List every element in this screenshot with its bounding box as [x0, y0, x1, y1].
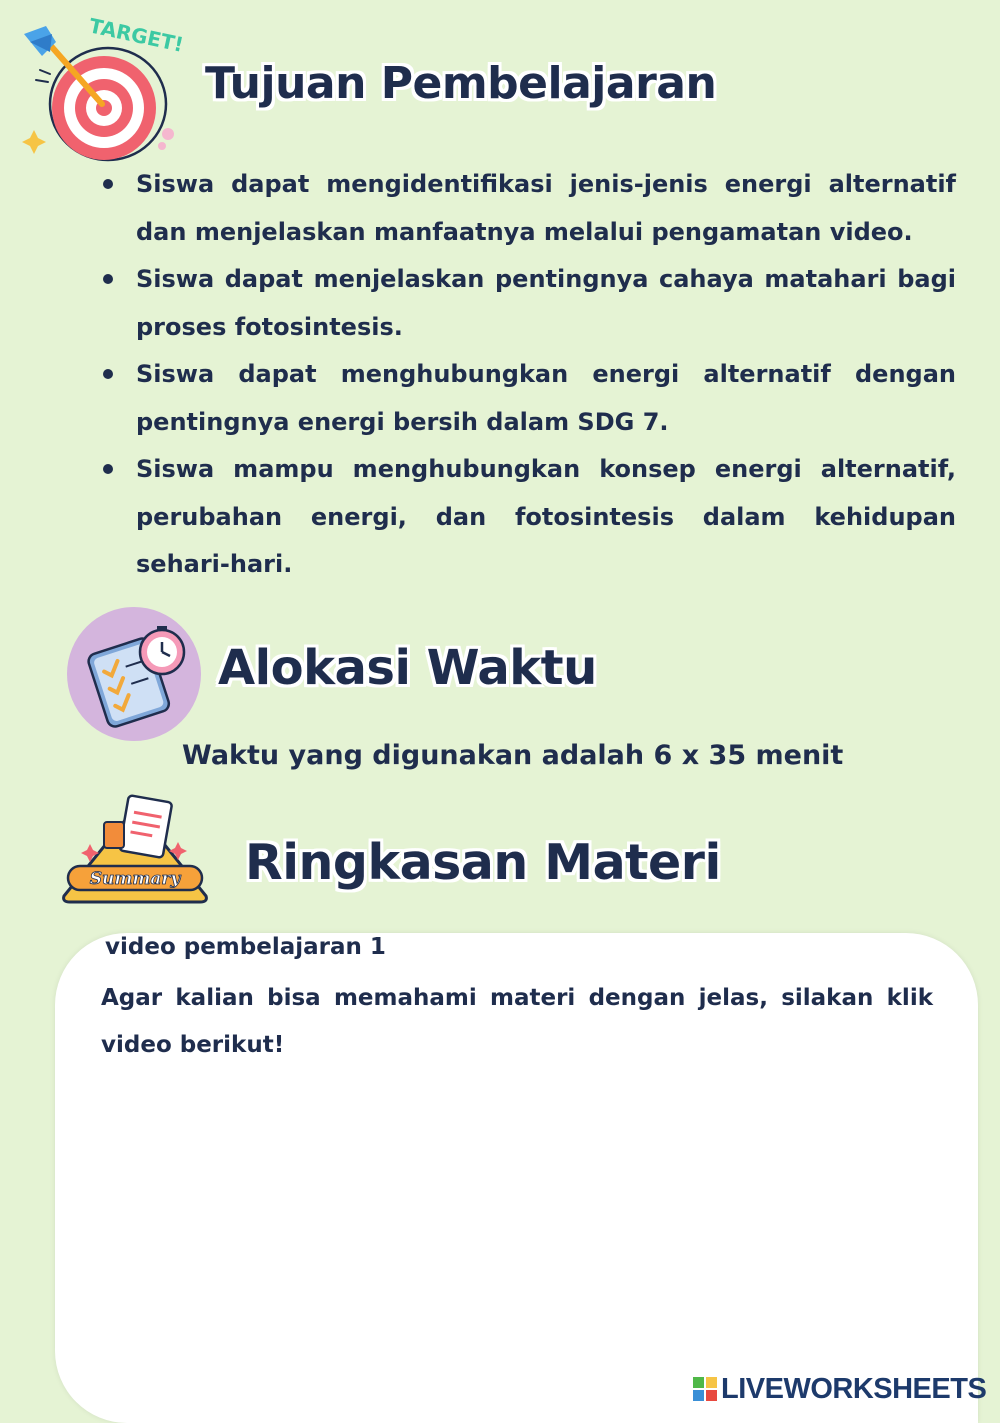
time-allocation-heading: Alokasi Waktu	[218, 640, 597, 696]
list-item: Siswa dapat menjelaskan pentingnya cahaya matahari bagi proses fotosintesis.	[100, 256, 956, 351]
summary-badge-icon	[60, 792, 210, 904]
time-allocation-text: Waktu yang digunakan adalah 6 x 35 menit	[182, 740, 844, 771]
target-icon-label: TARGET!	[86, 13, 186, 57]
liveworksheets-brand	[693, 1372, 986, 1406]
bullet-icon	[103, 274, 113, 284]
video-title: video pembelajaran 1	[105, 934, 386, 960]
summary-badge-label: Summary	[89, 869, 181, 889]
bullet-icon	[103, 179, 113, 189]
objectives-heading: Tujuan Pembelajaran	[205, 58, 717, 109]
bullet-icon	[103, 369, 113, 379]
list-item: Siswa mampu menghubungkan konsep energi alternatif, perubahan energi, dan fotosintesis dalam kehidupan sehari-hari.	[100, 446, 956, 589]
liveworksheets-logo-icon	[693, 1377, 717, 1401]
clock-checklist-icon	[66, 606, 202, 742]
bullet-icon	[103, 464, 113, 474]
objectives-list	[100, 161, 956, 589]
summary-heading: Ringkasan Materi	[245, 834, 721, 891]
video-description: Agar kalian bisa memahami materi dengan jelas, silakan klik video berikut!	[101, 985, 933, 1058]
liveworksheets-label: LIVEWORKSHEETS	[721, 1372, 987, 1405]
list-item: Siswa dapat menghubungkan energi alternatif dengan pentingnya energi bersih dalam SDG 7.	[100, 351, 956, 446]
target-dart-icon	[16, 12, 186, 172]
list-item: Siswa dapat mengidentifikasi jenis-jenis energi alternatif dan menjelaskan manfaatnya melalui pengamatan video.	[100, 161, 956, 256]
